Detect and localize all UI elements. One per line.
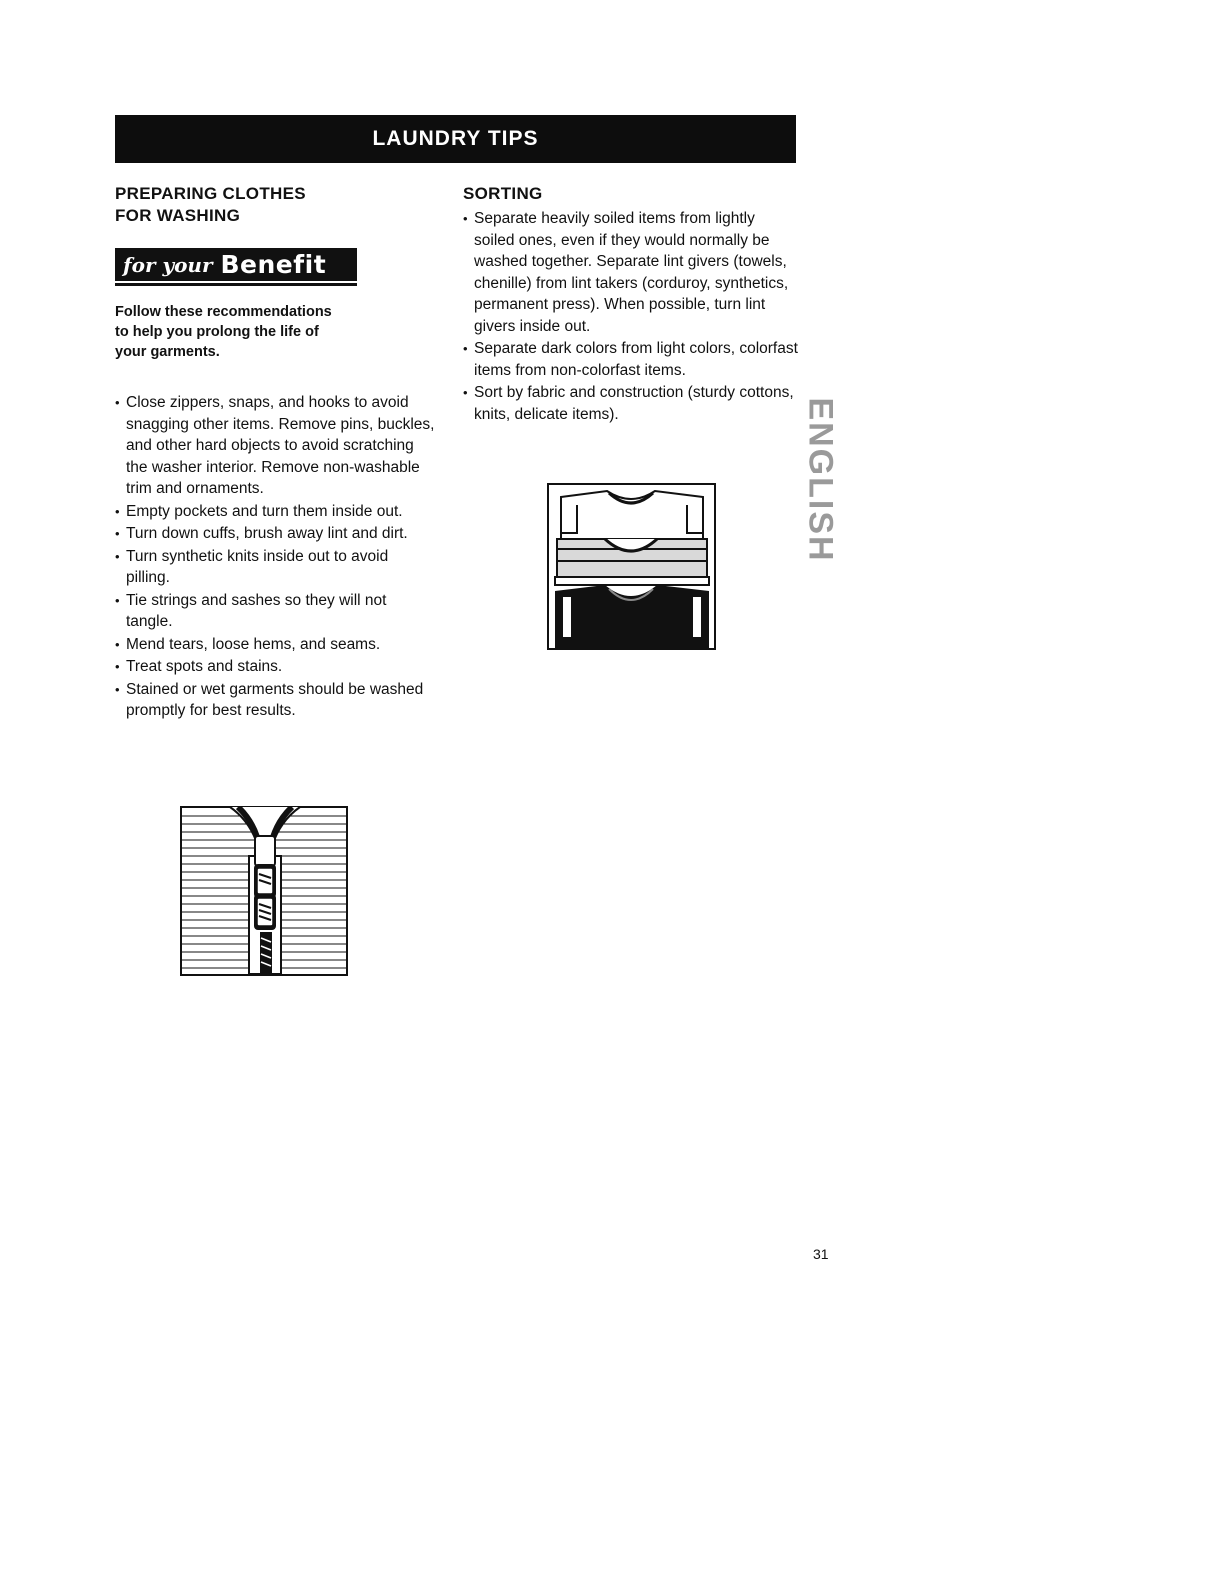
intro-text [115, 302, 405, 362]
section-title-sorting: SORTING [463, 184, 543, 203]
list-item: • Stained or wet garments should be washed promptly for best results. [115, 679, 435, 722]
benefit-word-text: Benefit [220, 250, 327, 279]
benefit-underline [115, 283, 357, 286]
list-item: • Mend tears, loose hems, and seams. [115, 634, 435, 656]
folded-shirts-icon [547, 483, 716, 650]
preparing-clothes-section [115, 183, 435, 723]
sorting-section [463, 183, 798, 426]
section-title-preparing [115, 183, 435, 227]
language-side-tab [800, 390, 840, 570]
list-item: • Sort by fabric and construction (sturdy cottons, knits, delicate items). [463, 382, 798, 425]
list-item: • Separate heavily soiled items from lightly soiled ones, even if they would normally be washed together. Separate lint givers (towels, chenille) from lint takers (corduroy, synthetics, permanent press). When possible, turn lint givers inside out. [463, 208, 798, 337]
zipper-icon [180, 806, 348, 976]
side-tab-label: ENGLISH [801, 397, 840, 563]
list-item: • Turn down cuffs, brush away lint and dirt. [115, 523, 435, 545]
list-item: • Turn synthetic knits inside out to avoid pilling. [115, 546, 435, 589]
title-line: PREPARING CLOTHES [115, 184, 306, 203]
list-item: • Treat spots and stains. [115, 656, 435, 678]
list-item: • Tie strings and sashes so they will not tangle. [115, 590, 435, 633]
section-banner [115, 115, 796, 163]
benefit-box [115, 248, 357, 281]
list-item: • Empty pockets and turn them inside out. [115, 501, 435, 523]
list-item: • Separate dark colors from light colors, colorfast items from non-colorfast items. [463, 338, 798, 381]
intro-line: Follow these recommendations [115, 304, 332, 320]
title-line: FOR WASHING [115, 206, 241, 225]
list-item: • Close zippers, snaps, and hooks to avoid snagging other items. Remove pins, buckles, and other hard objects to avoid scratching the washer interior. Remove non-washable trim and ornaments. [115, 392, 435, 500]
sorting-tips-list [463, 208, 798, 425]
page-number: 31 [813, 1246, 829, 1262]
preparing-tips-list [115, 392, 435, 722]
intro-line: your garments. [115, 344, 220, 360]
banner-title: LAUNDRY TIPS [372, 127, 539, 150]
for-your-benefit-logo [115, 246, 360, 288]
benefit-for-text: for your [123, 252, 213, 277]
intro-line: to help you prolong the life of [115, 324, 319, 340]
